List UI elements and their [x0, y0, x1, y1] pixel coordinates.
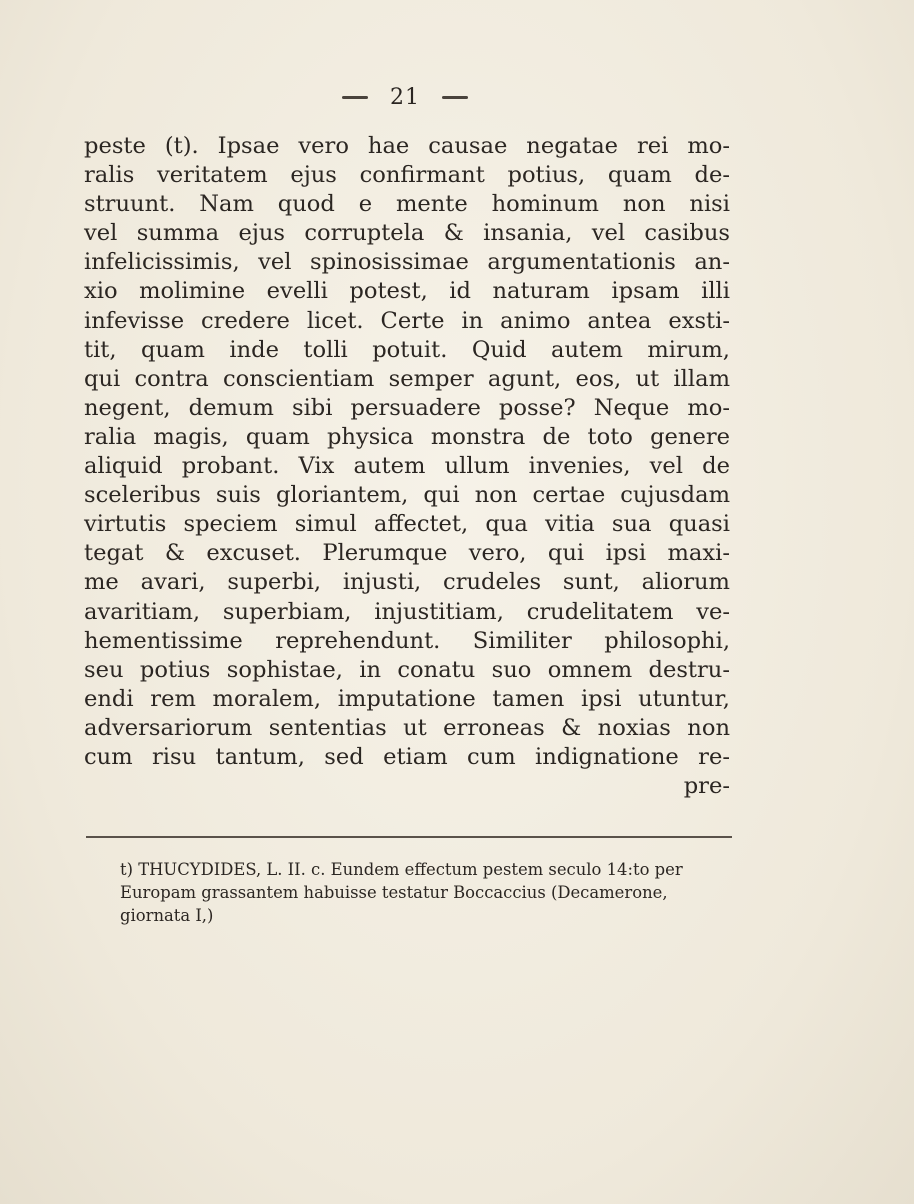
- text-line: avaritiam, superbiam, injustitiam, crudelitatem ve-: [84, 598, 730, 625]
- text-line: negent, demum sibi persuadere posse? Neque mo-: [84, 394, 730, 421]
- text-line: struunt. Nam quod e mente hominum non nisi: [84, 191, 730, 218]
- text-line: xio molimine evelli potest, id naturam ipsam illi: [84, 278, 730, 305]
- footnote: [120, 858, 740, 927]
- text-line: tit, quam inde tolli potuit. Quid autem mirum,: [84, 336, 730, 363]
- text-line: hementissime reprehendunt. Similiter philosophi,: [84, 627, 730, 654]
- text-line: sceleribus suis gloriantem, qui non certae cujusdam: [84, 482, 730, 509]
- text-line: aliquid probant. Vix autem ullum invenies, vel de: [84, 453, 730, 480]
- text-line: virtutis speciem simul affectet, qua vitia sua quasi: [84, 511, 730, 538]
- text-line: ralis veritatem ejus confirmant potius, quam de-: [84, 162, 730, 189]
- text-line: infelicissimis, vel spinosissimae argumentationis an-: [84, 249, 730, 276]
- text-line: tegat & excuset. Plerumque vero, qui ipsi maxi-: [84, 540, 730, 567]
- text-line: peste (t). Ipsae vero hae causae negatae rei mo-: [84, 133, 730, 159]
- text-line: ralia magis, quam physica monstra de toto genere: [84, 423, 730, 450]
- footnote-line: Europam grassantem habuisse testatur Boccaccius (Decamerone,: [120, 883, 668, 902]
- text-line: me avari, superbi, injusti, crudeles sunt, aliorum: [84, 569, 730, 596]
- page-header: [300, 82, 510, 112]
- text-line: qui contra conscientiam semper agunt, eos, ut illam: [84, 365, 730, 392]
- footnote-line: t) THUCYDIDES, L. II. c. Eundem effectum pestem seculo 14:to per: [120, 860, 683, 879]
- catchword: pre-: [683, 773, 730, 800]
- text-line: infevisse credere licet. Certe in animo antea exsti-: [84, 307, 730, 334]
- main-text: [84, 132, 730, 801]
- text-line: seu potius sophistae, in conatu suo omnem destru-: [84, 656, 730, 683]
- header-dash-left: [342, 96, 368, 99]
- page-number: 21: [390, 84, 420, 110]
- footnote-line: giornata I,): [120, 906, 214, 925]
- text-line: vel summa ejus corruptela & insania, vel casibus: [84, 220, 730, 247]
- text-line: adversariorum sententias ut erroneas & noxias non: [84, 714, 730, 741]
- text-line: endi rem moralem, imputatione tamen ipsi utuntur,: [84, 685, 730, 712]
- footnote-rule: [86, 836, 732, 838]
- header-dash-right: [442, 96, 468, 99]
- text-line: cum risu tantum, sed etiam cum indignatione re-: [84, 743, 730, 770]
